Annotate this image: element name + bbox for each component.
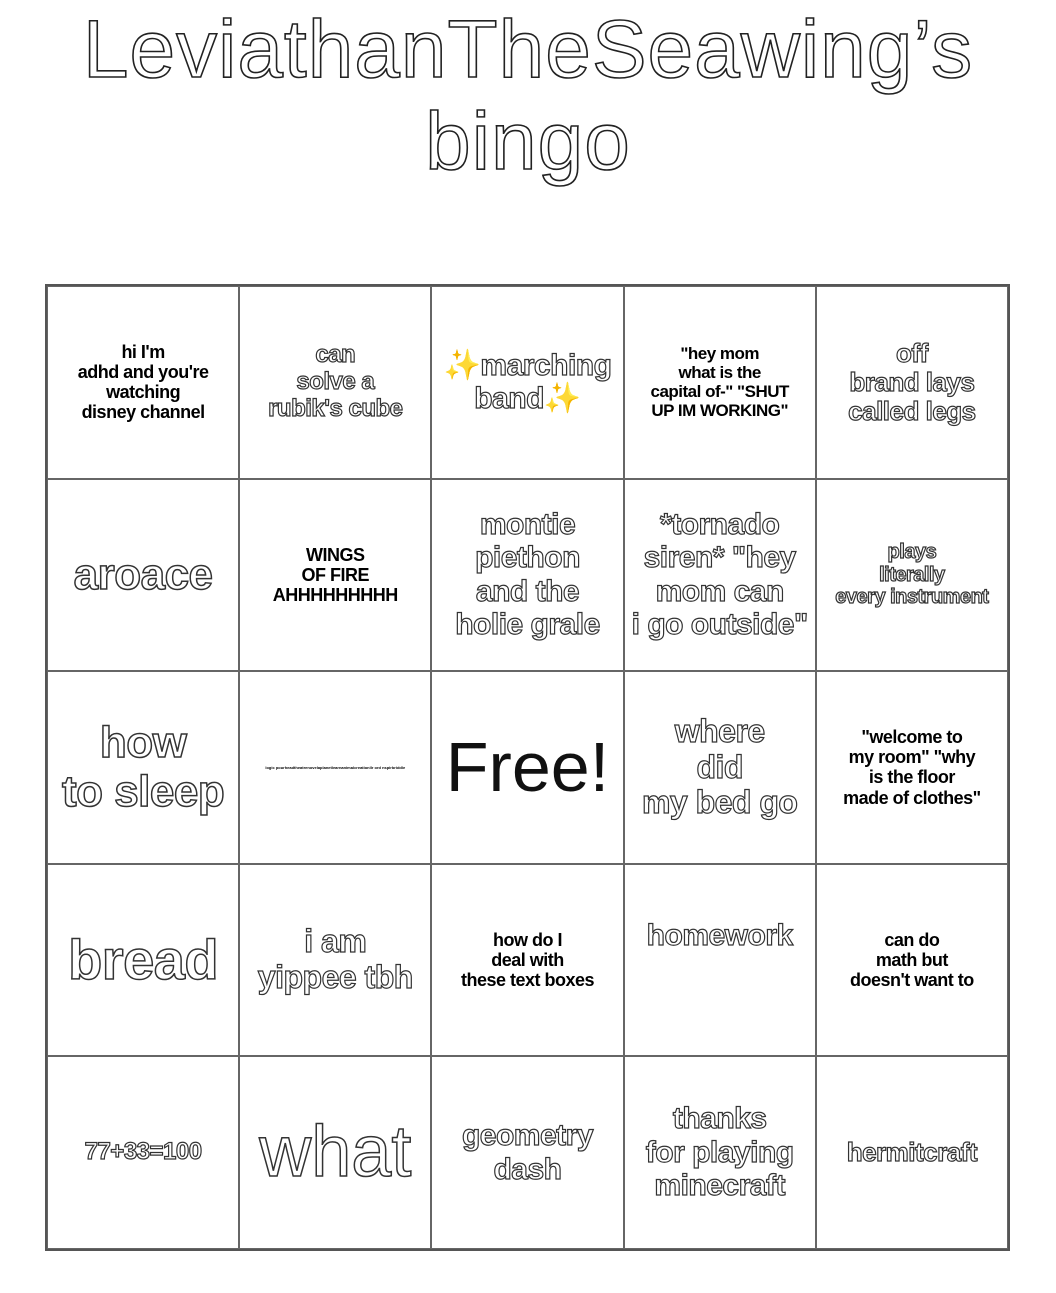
bingo-cell[interactable] [816,864,1008,1057]
cell-text: homework [646,918,793,952]
bingo-cell[interactable] [431,671,623,864]
title-line-2: bingo [425,96,631,187]
cell-text: geometry dash [461,1119,594,1186]
cell-text: logic pourheadtheatrenovelaplanetlearnanimalcreationllr ord nspirbriddle [265,764,406,770]
bingo-cell[interactable] [47,1056,239,1249]
bingo-cell[interactable] [816,671,1008,864]
bingo-cell[interactable] [624,479,816,672]
cell-text: thanks for playing minecraft [645,1102,794,1203]
cell-text: off brand lays called legs [848,337,976,426]
bingo-cell[interactable] [816,286,1008,479]
bingo-cell[interactable] [47,286,239,479]
cell-text: i am yippee tbh [257,923,413,996]
bingo-cell[interactable] [431,286,623,479]
cell-text: ✨marching band✨ [443,348,612,416]
title-line-1: LeviathanTheSeawing’s [82,4,974,95]
cell-text: "hey mom what is the capital of-" "SHUT UP IM WORKING" [650,344,789,421]
bingo-cell[interactable] [624,1056,816,1249]
cell-text: "welcome to my room" "why is the floor made of clothes" [843,727,981,808]
page-title [0,0,1056,188]
cell-text: WINGS OF FIRE AHHHHHHHHH [272,544,398,605]
bingo-cell[interactable] [239,286,431,479]
cell-text: plays literally every instrument [835,541,989,609]
bingo-board [45,284,1010,1251]
bingo-cell[interactable] [239,671,431,864]
cell-text: hi I'm adhd and you're watching disney channel [77,341,209,423]
bingo-cell[interactable] [239,479,431,672]
cell-text: what [259,1112,412,1193]
bingo-cell[interactable] [431,479,623,672]
bingo-cell[interactable] [816,1056,1008,1249]
cell-text: can solve a rubik's cube [268,340,403,422]
cell-text: aroace [73,550,213,600]
bingo-cell[interactable] [624,864,816,1057]
cell-text: how do I deal with these text boxes [460,929,595,991]
bingo-cell[interactable] [239,864,431,1057]
bingo-cell[interactable] [47,671,239,864]
cell-text: hermitcraft [846,1137,978,1168]
bingo-cell[interactable] [431,1056,623,1249]
cell-text: how to sleep [61,718,225,817]
bingo-cell[interactable] [47,479,239,672]
bingo-cell[interactable] [624,671,816,864]
cell-text: 77+33=100 [84,1138,202,1166]
bingo-cell[interactable] [624,286,816,479]
bingo-cell[interactable] [239,1056,431,1249]
cell-text: can do math but doesn't want to [850,929,974,991]
cell-text: where did my bed go [641,712,798,821]
bingo-cell[interactable] [816,479,1008,672]
cell-text: bread [68,927,219,991]
cell-text: montie piethon and the holie grale [455,507,600,642]
free-space: Free! [445,728,610,807]
bingo-cell[interactable] [431,864,623,1057]
bingo-cell[interactable] [47,864,239,1057]
cell-text: *tornado siren* "hey mom can i go outside" [631,507,808,642]
